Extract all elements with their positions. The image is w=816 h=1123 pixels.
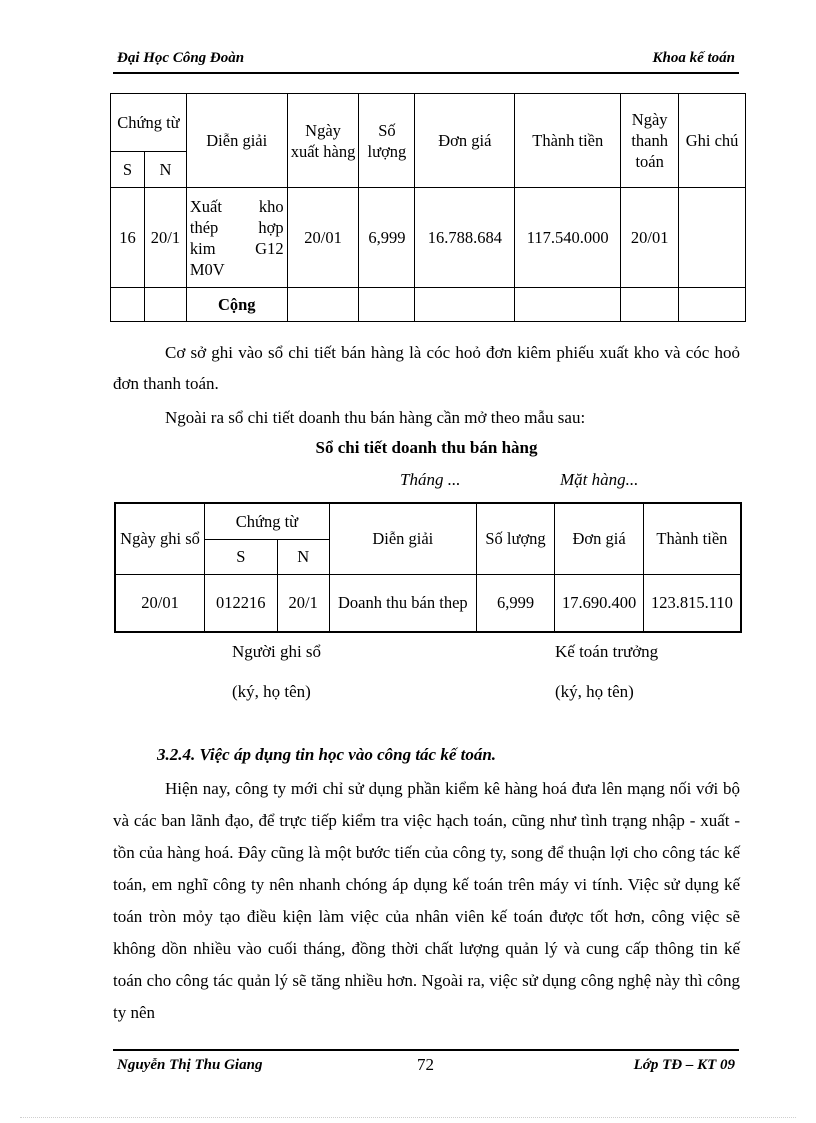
cell-quantity: 6,999: [476, 574, 555, 632]
revenue-detail-table: [114, 502, 742, 633]
body-paragraph: Hiện nay, công ty mới chỉ sử dụng phần kiểm kê hàng hoá đưa lên mạng nối với bộ và các ban lãnh đạo, để trực tiếp kiểm tra việc hạch toán, cũng như tình trạng nhập - xuất - tồn của hàng hoá. Đây cũng là một bước tiến của công ty, song để thuận lợi cho công tác kế toán, em nghĩ công ty nên nhanh chóng áp dụng kế toán trên máy vi tính. Việc sử dụng kế toán tròn mỏy tạo điều kiện làm việc của nhân viên kế toán được tốt hơn, công việc sẽ không dồn nhiều vào cuối tháng, đồng thời chất lượng quản lý và cung cấp thông tin kế toán cho công tác quản lý sẽ tăng nhiều hơn. Ngoài ra, việc sử dụng công nghệ này thì công ty nên: [113, 779, 740, 1022]
cell-s: 16: [111, 188, 145, 288]
header-payment-date: Ngày thanh toán: [621, 94, 679, 188]
cell-payment-date: 20/01: [621, 188, 679, 288]
total-label: Cộng: [186, 288, 287, 322]
desc-line-3: kim G12: [189, 238, 284, 258]
cell-s: 012216: [205, 574, 277, 632]
header-voucher: Chứng từ: [205, 503, 330, 539]
month-label: Tháng ...: [400, 470, 461, 489]
signer-left-note: (ký, họ tên): [232, 682, 311, 701]
cell-n: 20/1: [144, 188, 186, 288]
signer-right-title: Kế toán trưởng: [555, 642, 659, 661]
header-amount: Thành tiền: [515, 94, 621, 188]
revenue-ledger-title: Sổ chi tiết doanh thu bán hàng: [315, 438, 538, 457]
desc-line-1: Xuất kho: [189, 196, 284, 216]
cell-description: Doanh thu bán thep: [329, 574, 476, 632]
header-record-date: Ngày ghi sổ: [115, 503, 205, 574]
cell-quantity: 6,999: [359, 188, 415, 288]
cell-amount: 123.815.110: [643, 574, 741, 632]
header-note: Ghi chú: [679, 94, 746, 188]
header-quantity: Số lượng: [476, 503, 555, 574]
item-label: Mặt hàng...: [560, 470, 639, 489]
footer-class: Lớp TĐ – KT 09: [633, 1057, 735, 1073]
header-n: N: [144, 152, 186, 188]
total-row: [111, 288, 746, 322]
sales-detail-table: [110, 93, 746, 322]
cell-note: [679, 188, 746, 288]
header-university: Đại Học Công Đoàn: [117, 50, 245, 66]
desc-line-2: thép hợp: [189, 217, 284, 237]
page-footer: [113, 1049, 739, 1081]
cell-issue-date: 20/01: [287, 188, 359, 288]
header-issue-date: Ngày xuất hàng: [287, 94, 359, 188]
table-row: [111, 188, 746, 288]
signer-right-note: (ký, họ tên): [555, 682, 634, 701]
paragraph-2: Ngoài ra sổ chi tiết doanh thu bán hàng cần mở theo mẫu sau:: [165, 408, 586, 427]
cell-unit-price: 17.690.400: [555, 574, 644, 632]
header-faculty: Khoa kế toán: [652, 50, 735, 66]
header-amount: Thành tiền: [643, 503, 741, 574]
header-voucher: Chứng từ: [111, 94, 187, 152]
section-heading: 3.2.4. Việc áp dụng tin học vào công tác kế toán.: [157, 745, 497, 764]
header-quantity: Số lượng: [359, 94, 415, 188]
table-row: [115, 574, 741, 632]
header-description: Diễn giải: [329, 503, 476, 574]
header-s: S: [205, 539, 277, 574]
header-s: S: [111, 152, 145, 188]
signer-left-title: Người ghi sổ: [232, 642, 322, 661]
header-unit-price: Đơn giá: [555, 503, 644, 574]
desc-line-4: M0V: [189, 259, 225, 279]
header-unit-price: Đơn giá: [415, 94, 515, 188]
page-bottom-divider: [20, 1117, 796, 1118]
cell-n: 20/1: [277, 574, 329, 632]
cell-record-date: 20/01: [115, 574, 205, 632]
cell-amount: 117.540.000: [515, 188, 621, 288]
paragraph-1: Cơ sở ghi vào sổ chi tiết bán hàng là cóc hoỏ đơn kiêm phiếu xuất kho và cóc hoỏ đơn thanh toán.: [113, 343, 740, 393]
cell-unit-price: 16.788.684: [415, 188, 515, 288]
cell-description: [186, 188, 287, 288]
page-header: [113, 46, 739, 74]
header-description: Diễn giải: [186, 94, 287, 188]
page-number: 72: [417, 1055, 434, 1074]
header-n: N: [277, 539, 329, 574]
footer-author: Nguyễn Thị Thu Giang: [117, 1057, 263, 1073]
